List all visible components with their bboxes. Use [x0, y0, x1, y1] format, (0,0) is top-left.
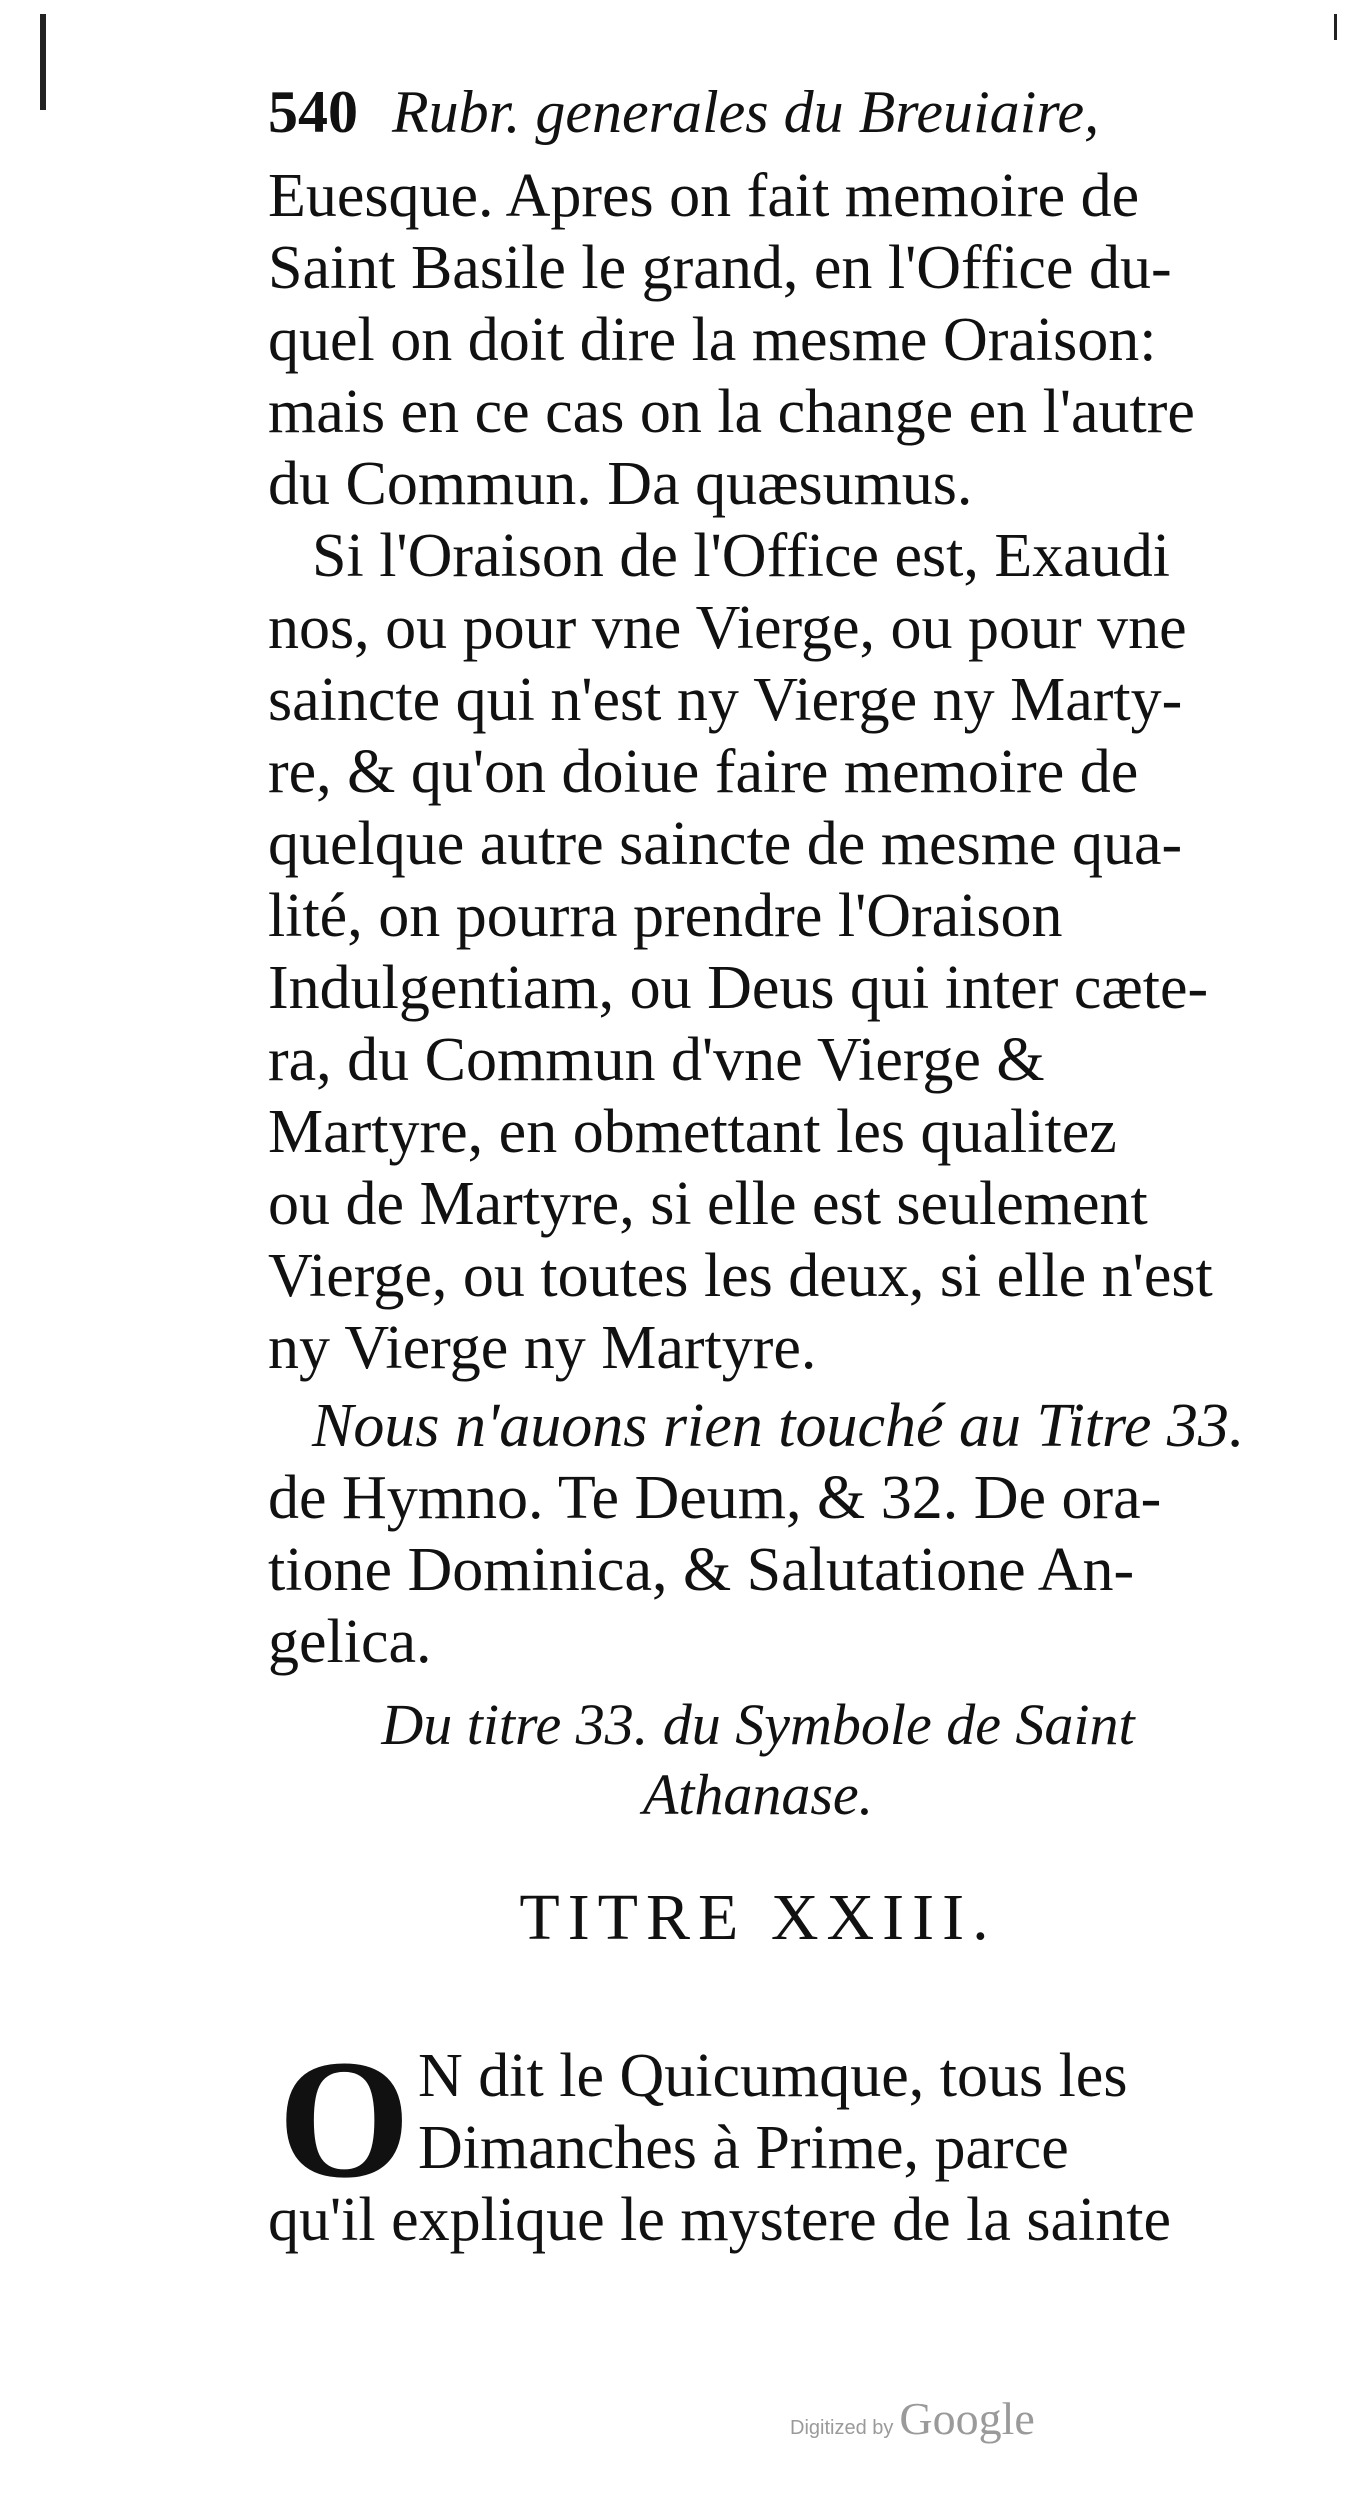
text-line: quelque autre saincte de mesme qua- [268, 810, 1183, 878]
text-line: du Commun. Da quæsumus. [268, 450, 973, 518]
opening-paragraph [268, 2025, 1248, 2256]
paragraph-2 [268, 520, 1248, 1384]
text-line: de Hymno. Te Deum, & 32. De ora- [268, 1464, 1162, 1532]
section-title: TITRE XXIII. [519, 1881, 997, 1954]
subtitle-line: Athanase. [642, 1762, 874, 1827]
text-line: Nous n'auons rien touché au Titre 33. [312, 1392, 1245, 1460]
text-line: quel on doit dire la mesme Oraison: [268, 306, 1157, 374]
running-header [268, 78, 1099, 147]
text-line: N dit le Quicumque, tous les [418, 2042, 1128, 2110]
text-line: ou de Martyre, si elle est seulement [268, 1170, 1148, 1238]
right-page-edge-mark [1334, 14, 1337, 40]
subtitle-line: Du titre 33. du Symbole de Saint [381, 1692, 1135, 1757]
drop-cap-letter: O [278, 2025, 411, 2213]
watermark-prefix: Digitized by [790, 2417, 894, 2439]
text-line: gelica. [268, 1608, 432, 1676]
text-line: Vierge, ou toutes les deux, si elle n'est [268, 1242, 1213, 1310]
left-page-edge-mark [40, 14, 46, 110]
page-number: 540 [268, 79, 358, 145]
text-line: qu'il explique le mystere de la sainte [268, 2186, 1171, 2254]
text-line: Si l'Oraison de l'Office est, Exaudi [312, 522, 1171, 590]
text-line: tione Dominica, & Salutatione An- [268, 1536, 1135, 1604]
text-line: Euesque. Apres on fait memoire de [268, 162, 1140, 230]
text-line: ny Vierge ny Martyre. [268, 1314, 817, 1382]
running-title: Rubr. generales du Breuiaire, [392, 79, 1100, 145]
text-line: ra, du Commun d'vne Vierge & [268, 1026, 1045, 1094]
text-line: Dimanches à Prime, parce [418, 2114, 1069, 2182]
text-line: re, & qu'on doiue faire memoire de [268, 738, 1139, 806]
text-line: Saint Basile le grand, en l'Office du- [268, 234, 1172, 302]
text-line: lité, on pourra prendre l'Oraison [268, 882, 1063, 950]
paragraph-3 [268, 1390, 1248, 1678]
text-line: Martyre, en obmettant les qualitez [268, 1098, 1117, 1166]
watermark-brand: Google [899, 2393, 1035, 2444]
section-subtitle [268, 1690, 1248, 1830]
text-line: nos, ou pour vne Vierge, ou pour vne [268, 594, 1187, 662]
digitization-watermark [790, 2392, 1035, 2445]
text-line: mais en ce cas on la change en l'autre [268, 378, 1195, 446]
text-line: Indulgentiam, ou Deus qui inter cæte- [268, 954, 1209, 1022]
paragraph-1 [268, 160, 1248, 520]
text-line: saincte qui n'est ny Vierge ny Marty- [268, 666, 1183, 734]
